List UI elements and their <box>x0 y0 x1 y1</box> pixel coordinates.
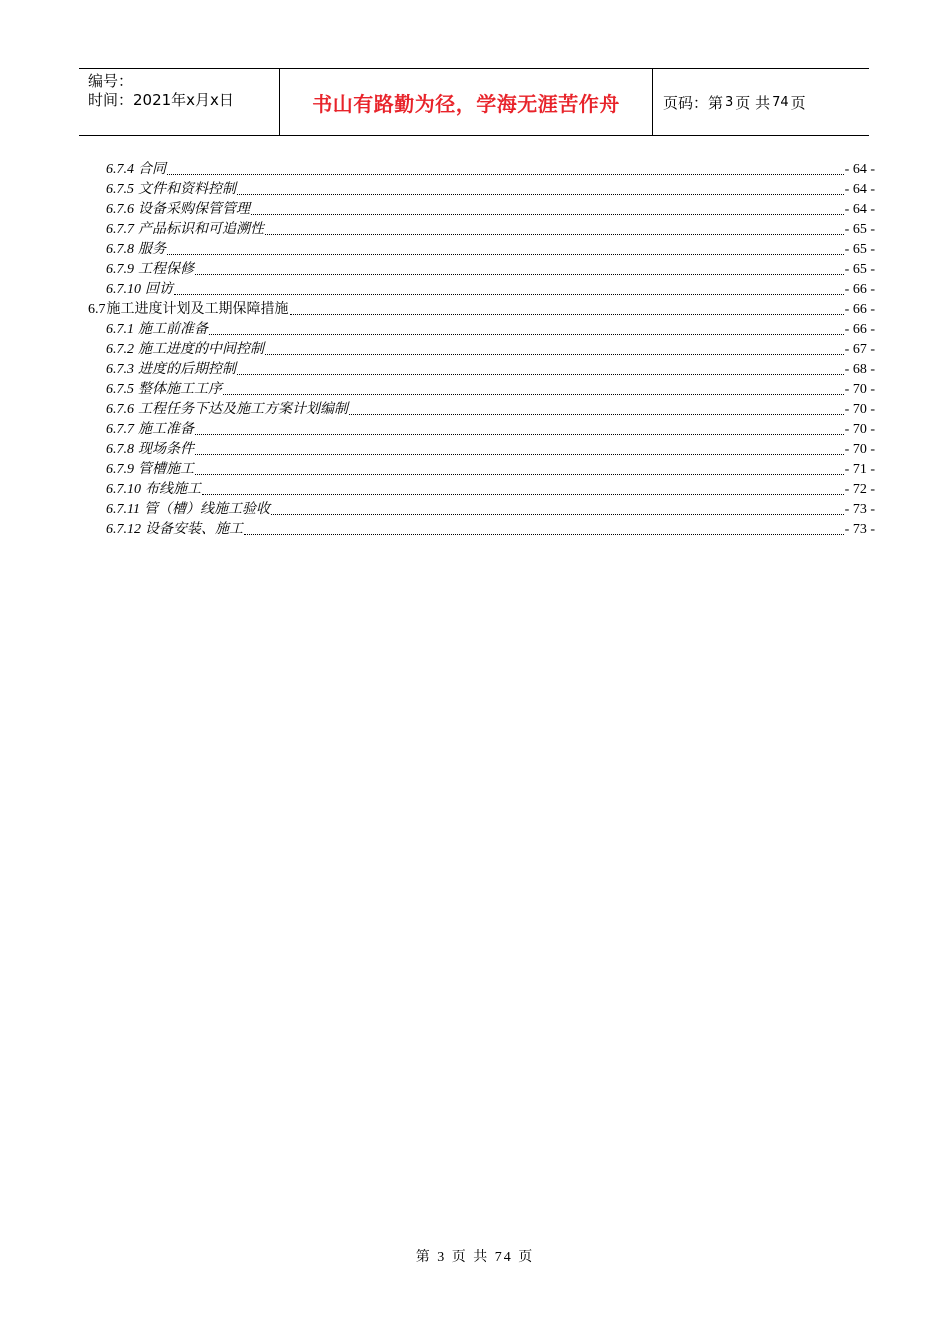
header-info-cell <box>79 69 280 135</box>
page-suffix: 页 <box>790 93 806 112</box>
toc-entry-page: - 68 - <box>844 362 875 377</box>
toc-entry-page: - 71 - <box>844 462 875 477</box>
toc-entry-page: - 70 - <box>844 422 875 437</box>
toc-entry-title: 管（槽）线施工验收 <box>143 502 270 517</box>
toc-entry-number: 6.7.5 <box>106 382 134 397</box>
toc-entry-number: 6.7.9 <box>106 462 134 477</box>
toc-entry-title: 施工前准备 <box>138 322 208 337</box>
toc-entry[interactable] <box>88 318 875 338</box>
toc-leader-dots <box>244 534 844 535</box>
toc-entry-page: - 73 - <box>844 522 875 537</box>
toc-entry-title: 施工准备 <box>138 422 194 437</box>
page-prefix: 页码：第 <box>663 93 724 112</box>
toc-entry[interactable] <box>88 278 875 298</box>
toc-leader-dots <box>237 194 844 195</box>
toc-entry[interactable] <box>88 178 875 198</box>
page-mid: 页 共 <box>735 93 771 112</box>
toc-entry-title: 布线施工 <box>145 482 201 497</box>
toc-leader-dots <box>271 514 844 515</box>
toc-entry-title: 整体施工工序 <box>138 382 222 397</box>
toc-entry-number: 6.7.12 <box>106 522 141 537</box>
toc-entry-title: 进度的后期控制 <box>138 362 236 377</box>
toc-leader-dots <box>209 334 844 335</box>
toc-entry-page: - 66 - <box>844 322 875 337</box>
toc-entry-page: - 64 - <box>844 202 875 217</box>
toc-entry-title: 服务 <box>138 242 166 257</box>
toc-leader-dots <box>290 314 844 315</box>
toc-entry[interactable] <box>88 238 875 258</box>
toc-entry-number: 6.7.7 <box>106 422 134 437</box>
toc-entry-page: - 64 - <box>844 162 875 177</box>
toc-entry-page: - 70 - <box>844 382 875 397</box>
toc-entry-page: - 66 - <box>844 282 875 297</box>
toc-entry[interactable] <box>88 438 875 458</box>
toc-leader-dots <box>265 234 844 235</box>
toc-entry[interactable] <box>88 218 875 238</box>
toc-entry[interactable] <box>88 258 875 278</box>
toc-entry-title: 施工进度计划及工期保障措施 <box>106 302 289 317</box>
toc-entry-title: 工程保修 <box>138 262 194 277</box>
toc-entry-page: - 72 - <box>844 482 875 497</box>
toc-entry-number: 6.7.1 <box>106 322 134 337</box>
toc-leader-dots <box>223 394 844 395</box>
toc-leader-dots <box>237 374 844 375</box>
toc-entry-number: 6.7.5 <box>106 182 134 197</box>
toc-entry-page: - 64 - <box>844 182 875 197</box>
toc-entry[interactable] <box>88 478 875 498</box>
toc-entry-number: 6.7.9 <box>106 262 134 277</box>
toc-entry-page: - 70 - <box>844 402 875 417</box>
toc-leader-dots <box>349 414 844 415</box>
toc-entry-number: 6.7.11 <box>106 502 140 517</box>
toc-entry-title: 施工进度的中间控制 <box>138 342 264 357</box>
toc-entry-title: 产品标识和可追溯性 <box>138 222 264 237</box>
toc-entry-page: - 66 - <box>844 302 875 317</box>
toc-leader-dots <box>167 174 844 175</box>
toc-entry-number: 6.7.8 <box>106 442 134 457</box>
toc-leader-dots <box>174 294 844 295</box>
toc-entry[interactable] <box>88 398 875 418</box>
toc-entry-title: 合同 <box>138 162 166 177</box>
time-label: 时间：2021年x月x日 <box>88 91 234 109</box>
toc-entry-page: - 65 - <box>844 222 875 237</box>
page-header <box>79 68 869 136</box>
page-footer <box>0 1246 950 1266</box>
toc-entry-title: 工程任务下达及施工方案计划编制 <box>138 402 348 417</box>
toc-leader-dots <box>167 254 844 255</box>
toc-entry-number: 6.7.2 <box>106 342 134 357</box>
toc-entry-number: 6.7.3 <box>106 362 134 377</box>
toc-entry-number: 6.7.10 <box>106 282 141 297</box>
toc-entry-number: 6.7.6 <box>106 202 134 217</box>
toc-entry-title: 设备采购保管管理 <box>138 202 250 217</box>
header-motto: 书山有路勤为径，学海无涯苦作舟 <box>280 69 653 135</box>
toc-leader-dots <box>265 354 844 355</box>
toc-entry-title: 管槽施工 <box>138 462 194 477</box>
header-page-info <box>653 69 869 135</box>
footer-page-label: 第 3 页 共 74 页 <box>415 1250 535 1265</box>
toc-entry-page: - 65 - <box>844 262 875 277</box>
toc-entry-page: - 73 - <box>844 502 875 517</box>
toc-entry-number: 6.7.6 <box>106 402 134 417</box>
toc-entry[interactable] <box>88 378 875 398</box>
toc-entry[interactable] <box>88 158 875 178</box>
table-of-contents <box>88 158 875 538</box>
toc-entry-title: 回访 <box>145 282 173 297</box>
toc-entry-title: 现场条件 <box>138 442 194 457</box>
page-total: 74 <box>772 94 789 110</box>
toc-entry-page: - 70 - <box>844 442 875 457</box>
toc-entry-number: 6.7.8 <box>106 242 134 257</box>
toc-entry-number: 6.7.7 <box>106 222 134 237</box>
toc-entry[interactable] <box>88 518 875 538</box>
toc-entry[interactable] <box>88 358 875 378</box>
toc-entry-title: 设备安装、施工 <box>145 522 243 537</box>
toc-leader-dots <box>195 434 844 435</box>
toc-entry-title: 文件和资料控制 <box>138 182 236 197</box>
toc-entry[interactable] <box>88 458 875 478</box>
toc-entry[interactable] <box>88 498 875 518</box>
toc-entry[interactable] <box>88 198 875 218</box>
toc-entry-page: - 65 - <box>844 242 875 257</box>
toc-entry-number: 6.7 <box>88 302 106 317</box>
toc-leader-dots <box>195 454 844 455</box>
toc-leader-dots <box>195 274 844 275</box>
toc-entry-page: - 67 - <box>844 342 875 357</box>
number-label: 编号： <box>88 72 134 90</box>
toc-entry[interactable] <box>88 338 875 358</box>
toc-leader-dots <box>195 474 844 475</box>
toc-entry[interactable] <box>88 298 875 318</box>
toc-entry-number: 6.7.4 <box>106 162 134 177</box>
toc-leader-dots <box>251 214 844 215</box>
toc-leader-dots <box>202 494 844 495</box>
page-current: 3 <box>725 94 734 110</box>
toc-entry-number: 6.7.10 <box>106 482 141 497</box>
toc-entry[interactable] <box>88 418 875 438</box>
